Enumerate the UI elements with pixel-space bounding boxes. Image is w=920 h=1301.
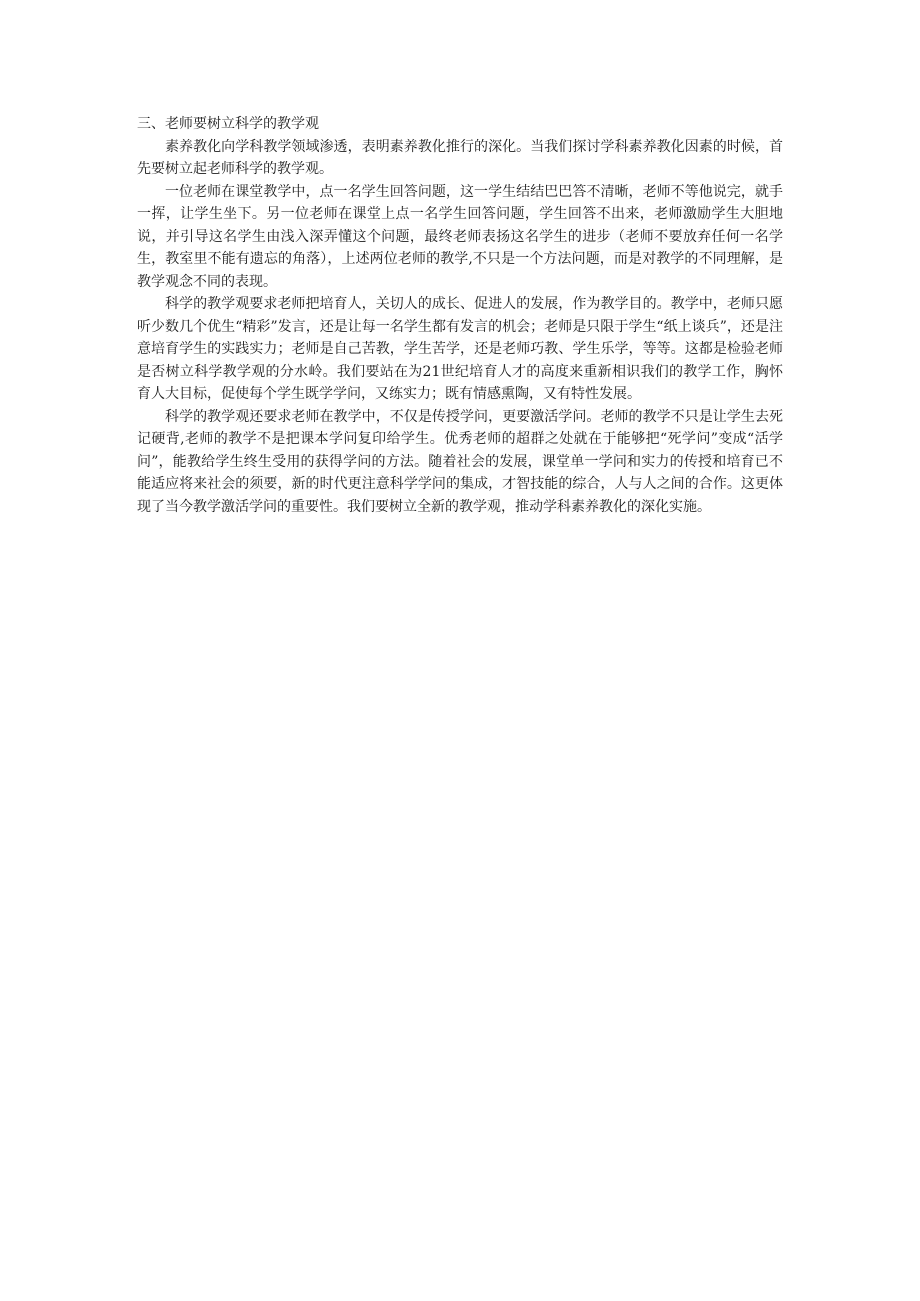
paragraph-activate-knowledge: 科学的教学观还要求老师在教学中，不仅是传授学问，更要激活学问。老师的教学不只是让学生去死记硬背,老师的教学不是把课本学问复印给学生。优秀老师的超群之处就在于能够把“死学问”变成“活学问”，能教给学生终生受用的获得学问的方法。随着社会的发展，课堂单一学问和实力的传授和培育已不能适应将来社会的须要，新的时代更注意科学学问的集成，才智技能的综合，人与人之间的合作。这更体现了当今教学激活学问的重要性。我们要树立全新的教学观，推动学科素养教化的深化实施。 — [137, 408, 783, 515]
section-heading: 三、老师要树立科学的教学观 — [137, 116, 319, 132]
paragraph-intro: 素养教化向学科教学领域渗透，表明素养教化推行的深化。当我们探讨学科素养教化因素的时候，首先要树立起老师科学的教学观。 — [137, 138, 783, 177]
paragraph-example: 一位老师在课堂教学中，点一名学生回答问题，这一学生结结巴巴答不清晰，老师不等他说完，就手一挥，让学生坐下。另一位老师在课堂上点一名学生回答问题，学生回答不出来，老师激励学生大胆地说，并引导这名学生由浅入深弄懂这个问题，最终老师表扬这名学生的进步（老师不要放弃任何一名学生，教室里不能有遗忘的角落），上述两位老师的教学,不只是一个方法问题，而是对教学的不同理解，是教学观念不同的表现。 — [137, 183, 783, 290]
paragraph-teaching-goal: 科学的教学观要求老师把培育人，关切人的成长、促进人的发展，作为教学目的。教学中，老师只愿听少数几个优生“精彩”发言，还是让每一名学生都有发言的机会；老师是只限于学生“纸上谈兵”，还是注意培育学生的实践实力；老师是自己苦教，学生苦学，还是老师巧教、学生乐学，等等。这都是检验老师是否树立科学教学观的分水岭。我们要站在为21世纪培育人才的高度来重新相识我们的教学工作，胸怀育人大目标，促使每个学生既学学问，又练实力；既有情感熏陶，又有特性发展。 — [137, 296, 783, 402]
document-body — [137, 113, 783, 518]
